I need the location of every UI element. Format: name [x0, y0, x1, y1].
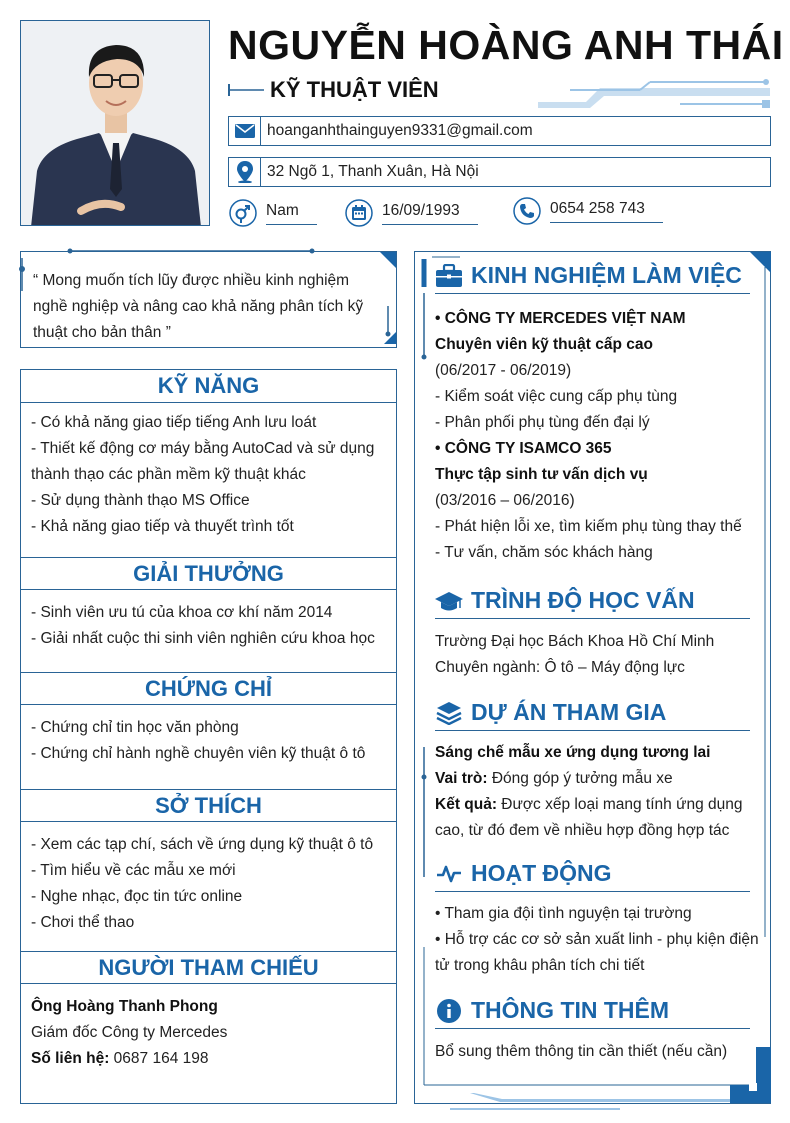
school-name: Trường Đại học Bách Khoa Hồ Chí Minh — [435, 633, 715, 650]
job-task: - Tư vấn, chăm sóc khách hàng — [435, 544, 653, 561]
job-title: KỸ THUẬT VIÊN — [270, 77, 439, 102]
gender-text: Nam — [266, 202, 317, 225]
references-block — [31, 994, 391, 1072]
location-pin-icon — [229, 158, 261, 186]
major: Chuyên ngành: Ô tô – Máy động lực — [435, 659, 685, 676]
title-line-decoration — [228, 84, 264, 96]
certificates-list — [31, 715, 391, 767]
reference-name: Ông Hoàng Thanh Phong — [31, 998, 218, 1015]
gender-item — [228, 198, 317, 228]
email-row — [228, 116, 771, 146]
list-item: • Hỗ trợ các cơ sở sản xuất linh - phụ kiện điện tử trong khâu phân tích chi tiết — [435, 931, 759, 974]
calendar-icon — [344, 198, 374, 228]
job-period: (06/2017 - 06/2019) — [435, 362, 572, 379]
mail-icon — [229, 117, 261, 145]
certificates-heading: CHỨNG CHỈ — [21, 672, 396, 705]
list-item: - Giải nhất cuộc thi sinh viên nghiên cứu khoa học — [31, 630, 375, 647]
skills-heading: KỸ NĂNG — [21, 370, 396, 403]
email-text[interactable]: hoanganhthainguyen9331@gmail.com — [267, 122, 533, 139]
candidate-name: NGUYỄN HOÀNG ANH THÁI — [228, 22, 784, 68]
project-name: Sáng chế mẫu xe ứng dụng tương lai — [435, 744, 711, 761]
reference-position: Giám đốc Công ty Mercedes — [31, 1024, 228, 1041]
job-task: - Phân phối phụ tùng đến đại lý — [435, 414, 650, 431]
job-task: - Phát hiện lỗi xe, tìm kiếm phụ tùng thay thế — [435, 518, 742, 535]
objective-quote-text: “ Mong muốn tích lũy được nhiều kinh nghiệm nghề nghiệp và nâng cao khả năng phân tích kỹ thuật cho bản thân ” — [33, 272, 364, 341]
address-text: 32 Ngõ 1, Thanh Xuân, Hà Nội — [267, 163, 479, 180]
quote-corner-decoration — [12, 246, 402, 354]
phone-icon — [512, 196, 542, 226]
list-item: - Chứng chỉ tin học văn phòng — [31, 719, 239, 736]
reference-phone-label: Số liên hệ: — [31, 1050, 110, 1067]
project-result-label: Kết quả: — [435, 796, 497, 813]
activities-heading: HOẠT ĐỘNG — [471, 860, 612, 886]
left-column — [20, 369, 397, 1104]
list-item: - Có khả năng giao tiếp tiếng Anh lưu loát — [31, 414, 317, 431]
reference-phone[interactable]: 0687 164 198 — [109, 1050, 209, 1067]
hobbies-list — [31, 832, 391, 936]
awards-list — [31, 600, 391, 652]
header-circuit-decoration — [530, 78, 780, 112]
experience-heading: KINH NGHIỆM LÀM VIỆC — [471, 262, 742, 288]
list-item: - Nghe nhạc, đọc tin tức online — [31, 888, 243, 905]
job-period: (03/2016 – 06/2016) — [435, 492, 575, 509]
reference-phone-row — [31, 1046, 391, 1072]
more-info-text: Bổ sung thêm thông tin cần thiết (nếu cần) — [435, 1043, 728, 1060]
projects-heading: DỰ ÁN THAM GIA — [471, 699, 667, 725]
list-item: - Chứng chỉ hành nghề chuyên viên kỹ thuật ô tô — [31, 745, 366, 762]
company-name: • CÔNG TY ISAMCO 365 — [435, 440, 612, 457]
birthday-item — [344, 198, 478, 228]
address-row — [228, 157, 771, 187]
list-item: - Thiết kế động cơ máy bằng AutoCad và sử dụng thành thạo các phần mềm kỹ thuật khác — [31, 440, 375, 483]
project-result: Được xếp loại mang tính ứng dụng cao, từ đó đem về nhiều hợp đồng hợp tác — [435, 796, 743, 839]
list-item: • Tham gia đội tình nguyện tại trường — [435, 905, 692, 922]
job-role: Chuyên viên kỹ thuật cấp cao — [435, 336, 653, 353]
list-item: - Sử dụng thành thạo MS Office — [31, 492, 250, 509]
right-frame-decoration — [410, 247, 780, 1117]
profile-photo — [20, 20, 210, 226]
list-item: - Xem các tạp chí, sách về ứng dụng kỹ thuật ô tô — [31, 836, 374, 853]
job-task: - Kiểm soát việc cung cấp phụ tùng — [435, 388, 678, 405]
list-item: - Tìm hiểu về các mẫu xe mới — [31, 862, 236, 879]
project-role: Đóng góp ý tưởng mẫu xe — [487, 770, 673, 787]
project-role-label: Vai trò: — [435, 770, 488, 787]
list-item: - Chơi thể thao — [31, 914, 135, 931]
awards-heading: GIẢI THƯỞNG — [21, 557, 396, 590]
list-item: - Sinh viên ưu tú của khoa cơ khí năm 2014 — [31, 604, 333, 621]
company-name: • CÔNG TY MERCEDES VIỆT NAM — [435, 310, 686, 327]
gender-icon — [228, 198, 258, 228]
phone-item — [512, 196, 663, 226]
job-role: Thực tập sinh tư vấn dịch vụ — [435, 466, 648, 483]
education-heading: TRÌNH ĐỘ HỌC VẤN — [471, 587, 695, 613]
references-heading: NGƯỜI THAM CHIẾU — [21, 951, 396, 984]
list-item: - Khả năng giao tiếp và thuyết trình tốt — [31, 518, 294, 535]
phone-text[interactable]: 0654 258 743 — [550, 200, 663, 223]
hobbies-heading: SỞ THÍCH — [21, 789, 396, 822]
birthday-text: 16/09/1993 — [382, 202, 478, 225]
more-info-heading: THÔNG TIN THÊM — [471, 997, 670, 1023]
skills-list — [31, 410, 391, 540]
